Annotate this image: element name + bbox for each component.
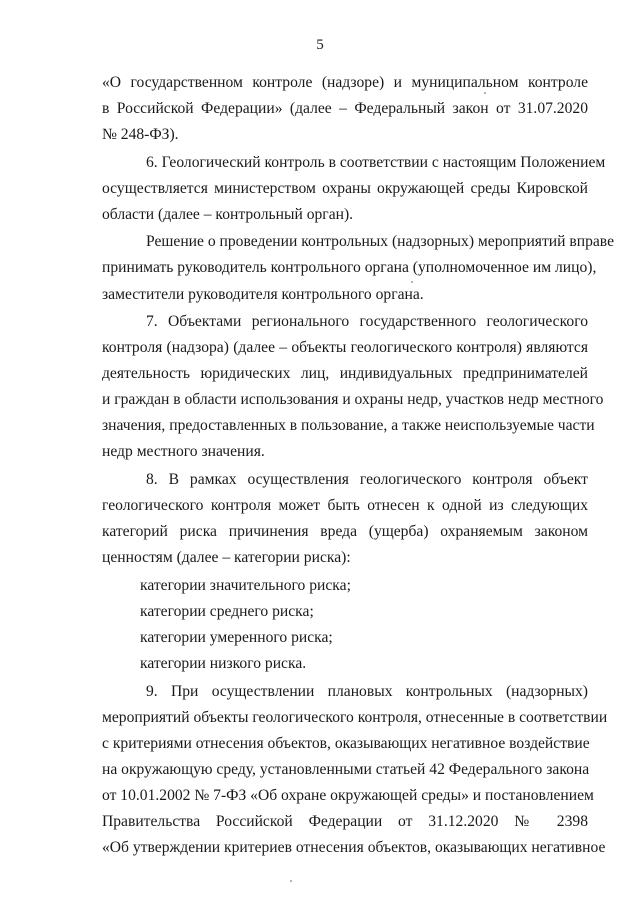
text-line: «О государственном контроле (надзоре) и муниципальном контроле — [102, 74, 588, 91]
text-line: 7. Объектами регионального государственного геологического — [146, 313, 588, 331]
text-line: категорий риска причинения вреда (ущерба) охраняемым законом — [102, 523, 588, 541]
text-line: 9. При осуществлении плановых контрольных (надзорных) — [146, 682, 588, 700]
paragraph-decision — [102, 229, 614, 307]
risk-category-item: категории среднего риска; — [140, 602, 314, 620]
text-line: от 10.01.2002 № 7-ФЗ «Об охране окружающей среды» и постановлением — [102, 786, 594, 804]
text-line: деятельность юридических лиц, индивидуальных предпринимателей — [102, 365, 588, 383]
text-line: и граждан в области использования и охраны недр, участков недр местного — [102, 391, 604, 409]
scan-speck — [411, 281, 413, 283]
risk-category-item: категории низкого риска. — [140, 655, 307, 673]
risk-category-item: категории умеренного риска; — [140, 628, 333, 646]
text-line: контроля (надзора) (далее – объекты геологического контроля) являются — [102, 339, 588, 357]
text-line: геологического контроля может быть отнесен к одной из следующих — [102, 497, 588, 515]
paragraph-item-6 — [102, 150, 606, 228]
text-line: осуществляется министерством охраны окружающей среды Кировской — [102, 179, 588, 197]
text-line: мероприятий объекты геологического контроля, отнесенные в соответствии — [102, 708, 608, 726]
text-line: на окружающую среду, установленными статьей 42 Федерального закона — [102, 760, 590, 778]
text-line: принимать руководитель контрольного органа (уполномоченное им лицо), — [102, 259, 597, 277]
risk-category-list — [102, 573, 588, 677]
page-number: 5 — [316, 37, 324, 53]
text-line: «Об утверждении критериев отнесения объектов, оказывающих негативное — [102, 839, 606, 857]
text-line: области (далее – контрольный орган). — [102, 205, 354, 223]
text-line: ценностям (далее – категории риска): — [102, 549, 351, 567]
text-line: 8. В рамках осуществления геологического контроля объект — [146, 470, 588, 488]
document-body — [102, 70, 614, 861]
paragraph-law-reference — [102, 70, 588, 148]
text-line: в Российской Федерации» (далее – Федеральный закон от 31.07.2020 — [102, 100, 588, 118]
text-line: № 248-ФЗ). — [102, 126, 179, 144]
scan-speck — [484, 92, 486, 94]
text-line: Решение о проведении контрольных (надзорных) мероприятий вправе — [146, 233, 614, 251]
text-line: с критериями отнесения объектов, оказывающих негативное воздействие — [102, 734, 590, 752]
text-line: заместители руководителя контрольного органа. — [102, 285, 424, 303]
text-line: недр местного значения. — [102, 443, 265, 461]
text-line: 6. Геологический контроль в соответствии с настоящим Положением — [146, 153, 606, 171]
risk-category-item: категории значительного риска; — [140, 576, 351, 594]
scan-speck — [290, 880, 292, 882]
paragraph-item-8 — [102, 467, 588, 571]
text-line: значения, предоставленных в пользование, а также неиспользуемые части — [102, 417, 595, 435]
paragraph-item-9 — [102, 679, 608, 862]
paragraph-item-7 — [102, 309, 604, 466]
text-line: Правительства Российской Федерации от 31.12.2020 № 2398 — [102, 812, 588, 830]
